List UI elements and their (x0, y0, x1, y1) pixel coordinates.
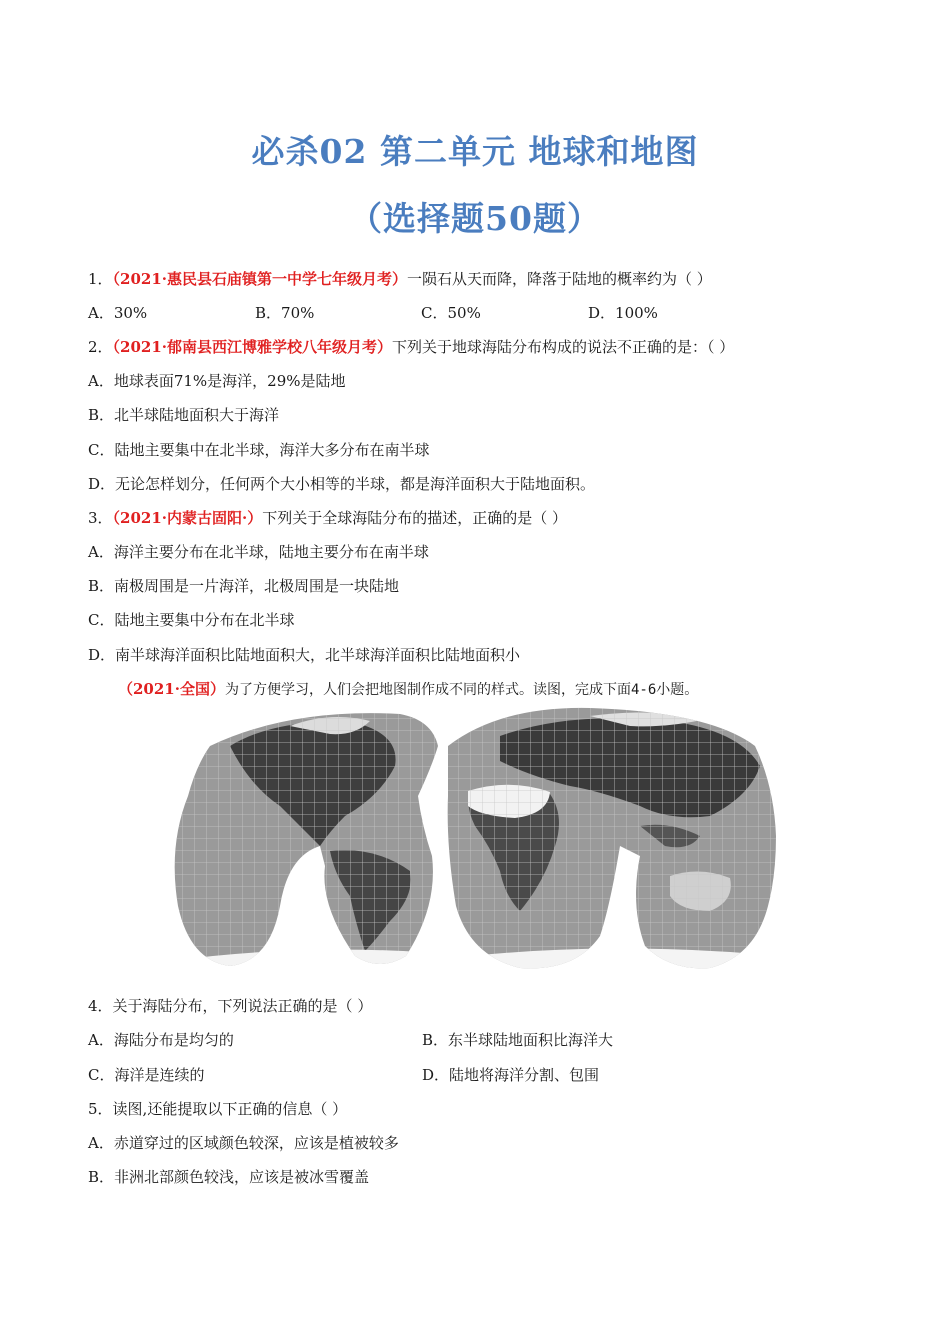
question-source: （2021·内蒙古固阳·） (112, 509, 263, 527)
question-3 (88, 508, 567, 528)
page-subtitle: （选择题50题） (349, 199, 601, 238)
question-text: 下列关于全球海陆分布的描述，正确的是（ ） (262, 509, 568, 527)
question-source: （2021·惠民县石庙镇第一中学七年级月考） (112, 270, 408, 288)
q3-option-d: D．南半球海洋面积比陆地面积大，北半球海洋面积比陆地面积小 (88, 646, 521, 664)
world-map-image (170, 706, 780, 976)
q2-option-c: C．陆地主要集中在北半球，海洋大多分布在南半球 (88, 441, 430, 459)
q5-option-b: B．非洲北部颜色较浅，应该是被冰雪覆盖 (88, 1168, 370, 1186)
q1-option-c: C．50% (421, 304, 481, 322)
question-group-intro (118, 679, 698, 700)
q3-option-c: C．陆地主要集中分布在北半球 (88, 611, 295, 629)
question-number: 3． (88, 509, 113, 527)
q2-option-b: B．北半球陆地面积大于海洋 (88, 406, 280, 424)
q1-option-d: D．100% (588, 304, 658, 322)
question-text: 一陨石从天而降，降落于陆地的概率约为（ ） (407, 270, 712, 288)
question-number: 4． (88, 997, 113, 1015)
question-text: 读图,还能提取以下正确的信息（ ） (112, 1100, 348, 1118)
question-1 (88, 269, 712, 289)
q5-option-a: A．赤道穿过的区域颜色较深，应该是植被较多 (88, 1134, 399, 1152)
question-5 (88, 1099, 347, 1119)
question-text: 为了方便学习，人们会把地图制作成不同的样式。读图，完成下面4-6小题。 (224, 682, 699, 698)
q3-option-b: B．南极周围是一片海洋，北极周围是一块陆地 (88, 577, 400, 595)
question-source: （2021·郁南县西江博雅学校八年级月考） (112, 338, 393, 356)
question-text: 关于海陆分布，下列说法正确的是（ ） (112, 997, 373, 1015)
page-title: 必杀02 第二单元 地球和地图 (251, 132, 699, 171)
q4-option-a: A．海陆分布是均匀的 (88, 1031, 234, 1049)
q2-option-a: A．地球表面71%是海洋，29%是陆地 (88, 372, 346, 390)
q4-option-b: B．东半球陆地面积比海洋大 (422, 1031, 614, 1049)
question-text: 下列关于地球海陆分布构成的说法不正确的是：（ ） (392, 338, 735, 356)
q1-option-b: B．70% (255, 304, 315, 322)
q3-option-a: A．海洋主要分布在北半球，陆地主要分布在南半球 (88, 543, 429, 561)
question-4 (88, 996, 372, 1016)
question-number: 1． (88, 270, 113, 288)
q2-option-d: D．无论怎样划分，任何两个大小相等的半球，都是海洋面积大于陆地面积。 (88, 475, 596, 493)
question-source: （2021·全国） (118, 680, 225, 698)
question-2 (88, 337, 734, 357)
q4-option-d: D．陆地将海洋分割、包围 (422, 1066, 600, 1084)
question-number: 5． (88, 1100, 113, 1118)
q1-option-a: A．30% (88, 304, 148, 322)
q4-option-c: C．海洋是连续的 (88, 1066, 205, 1084)
question-number: 2． (88, 338, 113, 356)
